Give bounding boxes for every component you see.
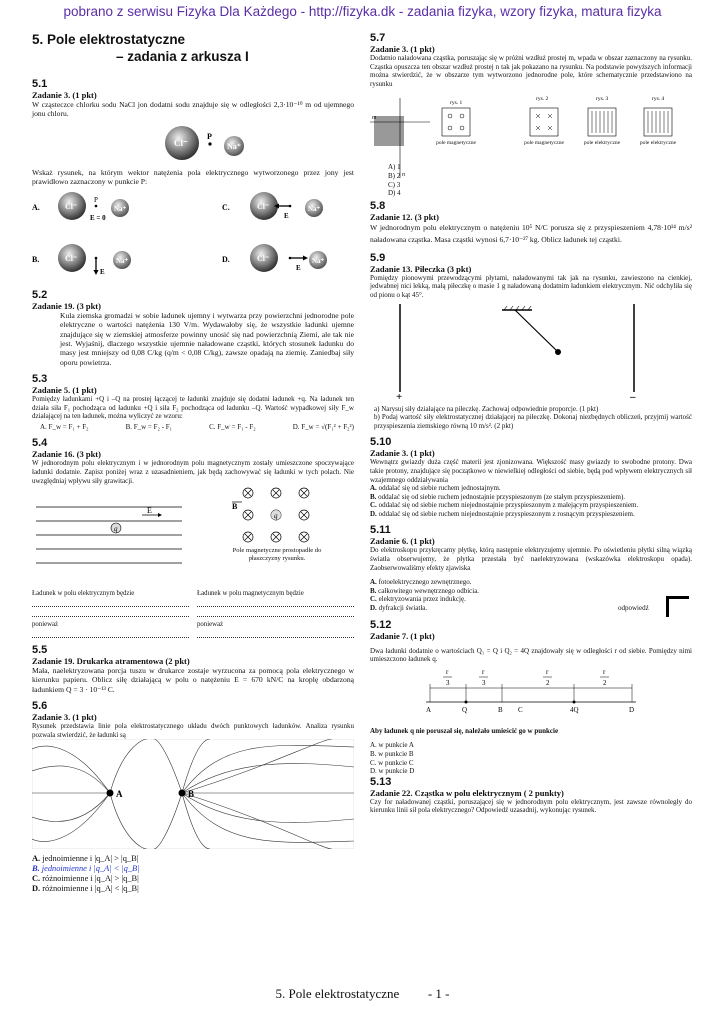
- task-5-12-question: Aby ładunek q nie poruszał się, należało umieścić go w punkcie: [370, 726, 559, 735]
- chapter-subtitle: – zadania z arkusza I: [116, 49, 249, 64]
- svg-text:E: E: [284, 212, 289, 221]
- fields-figure: [32, 485, 354, 585]
- field-lines-figure: [32, 739, 354, 849]
- task-5-12-option-d[interactable]: D. w punkcie D: [370, 767, 415, 776]
- svg-text:q: q: [274, 512, 278, 521]
- task-5-4-header: Zadanie 16. (3 pkt): [32, 449, 101, 460]
- task-5-7-figure: [370, 88, 692, 180]
- task-5-4-answer-area: [32, 590, 354, 638]
- svg-text:q: q: [114, 525, 118, 534]
- task-5-11-option-a[interactable]: A. fotoelektrycznego zewnętrznego.: [370, 578, 472, 587]
- answer-box[interactable]: [666, 596, 689, 617]
- svg-text:Na⁺: Na⁺: [312, 257, 325, 266]
- section-5-1-number: 5.1: [32, 78, 48, 90]
- charge-a-label: A: [116, 789, 123, 800]
- svg-text:rys. 4: rys. 4: [652, 96, 665, 103]
- pendulum-figure: [370, 300, 692, 400]
- task-5-1-text: W cząsteczce chlorku sodu NaCl jon dodatni sodu znajduje się w odległości 2,3·10⁻¹⁰ m od ujemnego jonu chloru.: [32, 100, 354, 119]
- svg-text:rys. 3: rys. 3: [596, 96, 609, 103]
- charge-b-label: B: [188, 789, 195, 800]
- svg-text:E: E: [100, 268, 105, 277]
- electric-answer-box[interactable]: Ładunek w polu elektrycznym będzie ponieważ: [32, 590, 189, 638]
- task-5-6-header: Zadanie 3. (1 pkt): [32, 712, 97, 723]
- task-5-7-option-d[interactable]: D) 4: [388, 189, 401, 198]
- svg-text:C: C: [518, 705, 523, 714]
- svg-text:rys. 2: rys. 2: [536, 96, 549, 103]
- rys-3[interactable]: rys. 3 pole elektryczne: [583, 96, 621, 147]
- plus-sign: +: [396, 390, 403, 400]
- svg-text:E: E: [147, 506, 152, 516]
- section-5-6-number: 5.6: [32, 700, 48, 713]
- task-5-9-question-b: b) Podaj wartość siły elektrostatycznej działającej na piłeczkę. Dokonaj niezbędnych obliczeń, przyjmij wartość przyspieszenia ziemskiego równą 10 m/s². (2 pkt): [374, 413, 692, 430]
- svg-text:r: r: [603, 667, 606, 676]
- svg-text:C.: C.: [222, 203, 230, 213]
- task-5-11-option-b[interactable]: B. całkowitego wewnętrznego odbicia.: [370, 586, 480, 595]
- e-zero-label: E = 0: [90, 214, 106, 223]
- task-5-8-header: Zadanie 12. (3 pkt): [370, 211, 439, 222]
- section-5-10-number: 5.10: [370, 436, 392, 449]
- task-5-6-option-d[interactable]: D. różnoimienne i |q_A| < |q_B|: [32, 884, 139, 894]
- option-d-figure[interactable]: [222, 244, 327, 272]
- magnetic-field-figure: [228, 488, 326, 581]
- task-5-7-option-c[interactable]: C) 3: [388, 180, 401, 189]
- task-5-12-options: [370, 741, 692, 775]
- option-c-figure[interactable]: [222, 192, 323, 220]
- task-5-11-option-d[interactable]: D. dyfrakcji światła.: [370, 604, 428, 613]
- task-5-1-options-figure: [32, 186, 354, 282]
- svg-text:rys. 1: rys. 1: [450, 100, 463, 107]
- section-5-9-number: 5.9: [370, 251, 386, 264]
- section-5-2-number: 5.2: [32, 289, 48, 302]
- svg-text:D: D: [629, 705, 635, 714]
- task-5-12-header: Zadanie 7. (1 pkt): [370, 630, 435, 641]
- rys-1[interactable]: rys. 1 pole magnetyczne: [436, 100, 476, 147]
- svg-text:D.: D.: [222, 255, 230, 265]
- task-5-7-header: Zadanie 3. (1 pkt): [370, 44, 435, 54]
- left-column: [32, 32, 354, 894]
- section-5-13-number: 5.13: [370, 775, 392, 788]
- svg-text:Cl⁻: Cl⁻: [257, 202, 270, 212]
- source-banner[interactable]: pobrano z serwisu Fizyka Dla Każdego - http://fizyka.dk - zadania fizyka, wzory fizyka, matura fizyka: [63, 4, 662, 19]
- svg-text:r: r: [446, 667, 449, 676]
- section-5-11-number: 5.11: [370, 524, 391, 537]
- svg-text:r: r: [482, 667, 485, 676]
- task-5-6-options: [32, 854, 354, 894]
- task-5-3-option-a[interactable]: A. F_w = F₁ + F₂: [40, 422, 89, 431]
- chapter-title: 5. Pole elektrostatyczne: [32, 32, 186, 47]
- task-5-1-header: Zadanie 3. (1 pkt): [32, 90, 97, 100]
- svg-text:B.: B.: [32, 255, 40, 265]
- svg-text:Q: Q: [462, 705, 468, 714]
- na-label: Na⁺: [227, 141, 241, 151]
- task-5-10-option-d[interactable]: D. oddalać się od siebie ruchem niejednostajnie przyspieszonym z rosnącym przyspieszeniem.: [370, 509, 635, 518]
- svg-text:B: B: [498, 705, 503, 714]
- task-5-11-option-c[interactable]: C. elektryzowania przez indukcję.: [370, 595, 466, 604]
- task-5-3-option-b[interactable]: B. F_w = F₂ - F₁: [125, 422, 173, 431]
- svg-text:Na⁺: Na⁺: [116, 257, 129, 266]
- task-5-3-text: Pomiędzy ładunkami +Q i –Q na prostej łączącej te ładunki znajduje się dodatni ładunek +q. Na ładunek ten działa siła F₁ pochodząca od ładunku +Q i siła F₂ pochodząca od ładunku –Q. Wartość wypadkowej siły F_w działającej na ten ładunek, można wyliczyć ze wzoru:: [32, 394, 354, 421]
- task-5-3-option-d[interactable]: D. F_w = √(F₁² + F₂²): [292, 422, 354, 431]
- section-5-5-number: 5.5: [32, 644, 48, 657]
- task-5-8-text: W jednorodnym polu elektrycznym o natężeniu 10⁵ N/C porusza się z przyspieszeniem 4,78·10¹⁴ m/s² naładowana cząstka. Masa cząstki wynosi 6,7·10⁻²⁷ kg. Oblicz ładunek tej cząstki.: [370, 222, 692, 244]
- task-5-3-option-c[interactable]: C. F_w = F₁ - F₂: [209, 422, 256, 431]
- task-5-7-option-a[interactable]: A) 1: [388, 163, 401, 172]
- task-5-5-text: Mała, naelektryzowana porcja tuszu w drukarce zostaje wyrzucona za pomocą pola elektrycznego w kierunku papieru. Oblicz siłę działającą w polu o natężeniu E = 670 kN/C na kroplę obdarzoną ładunkiem Q = 3 · 10⁻¹³ C.: [32, 666, 354, 694]
- option-a-label: A.: [32, 203, 40, 213]
- electric-field-figure: [36, 506, 182, 563]
- section-5-7-number: 5.7: [370, 32, 386, 44]
- task-5-11-text: Do elektroskopu przykręcamy płytkę, którą następnie elektryzujemy ujemnie. Po oświetleniu płytki silną wiązką światła obserwujemy, że płytka przestała być naelektryzowana (wskazówka elektroskopu opada). Zaobserwowaliśmy efekty zjawiska: [370, 546, 692, 572]
- task-5-9-question-a: a) Narysuj siły działające na piłeczkę. Zachowaj odpowiednie proporcje. (1 pkt): [374, 404, 599, 413]
- task-5-11-header: Zadanie 6. (1 pkt): [370, 536, 435, 547]
- magnetic-answer-box[interactable]: Ładunek w polu magnetycznym będzie ponieważ: [197, 590, 354, 638]
- svg-text:E: E: [296, 264, 301, 273]
- footer-chapter: 5. Pole elektrostatyczne: [275, 986, 400, 1001]
- task-5-1-question: Wskaż rysunek, na którym wektor natężenia pola elektrycznego wytworzonego przez jony jest prawidłowo zaznaczony w punkcie P:: [32, 167, 354, 186]
- task-5-10-header: Zadanie 3. (1 pkt): [370, 448, 435, 459]
- answer-label: odpowiedź: [618, 604, 649, 613]
- svg-text:Na⁺: Na⁺: [308, 205, 321, 214]
- svg-text:Na⁺: Na⁺: [114, 205, 127, 214]
- magnetic-field-caption: Pole magnetyczne prostopadłe do płaszczyzny rysunku.: [232, 547, 322, 562]
- nacl-ions-figure: [32, 119, 354, 163]
- svg-text:4Q: 4Q: [570, 705, 579, 714]
- task-5-2-header: Zadanie 19. (3 pkt): [32, 301, 101, 312]
- task-5-10-option-a[interactable]: A. oddalać się od siebie ruchem jednostajnym.: [370, 484, 501, 493]
- task-5-9-text: Pomiędzy pionowymi przewodzącymi płytami, naładowanymi tak jak na rysunku, zawieszono na cienkiej, jedwabnej nici lekką, małą piłeczkę o masie 1 g naładowaną dodatnim ładunkiem elektrycznym. Nić odchyliła się od pionu o kąt 45°.: [370, 273, 692, 299]
- task-5-10-options: [370, 484, 692, 518]
- task-5-6-option-a[interactable]: A. jednoimienne i |q_A| > |q_B|: [32, 854, 139, 864]
- svg-text:P: P: [94, 196, 98, 205]
- svg-text:A: A: [426, 705, 432, 714]
- task-5-7-option-b[interactable]: B) 2: [388, 171, 401, 180]
- point-p: [208, 142, 211, 145]
- svg-text:m: m: [372, 115, 377, 122]
- page-number: - 1 -: [427, 986, 450, 1001]
- task-5-3-header: Zadanie 5. (1 pkt): [32, 384, 97, 395]
- task-5-10-text: Wewnątrz gwiazdy duża część materii jest zjonizowana. Większość masy gwiazdy to swobodne protony. Dwa takie protony, znajdujące się początkowo w niewielkiej odległości od siebie, będą pod wpływem elektrycznych sił wzajemnego oddziaływania: [370, 458, 692, 484]
- task-5-12-option-b[interactable]: B. w punkcie B: [370, 750, 414, 758]
- task-5-10-option-b[interactable]: B. oddalać się od siebie ruchem jednostajnie przyspieszonym (ze stałym przyspieszeniem).: [370, 492, 626, 501]
- svg-text:Cl⁻: Cl⁻: [65, 202, 78, 212]
- task-5-9-header: Zadanie 13. Piłeczka (3 pkt): [370, 263, 472, 274]
- svg-text:3: 3: [446, 678, 450, 687]
- svg-text:B: B: [232, 502, 238, 512]
- task-5-3-options: [32, 423, 354, 432]
- svg-text:2: 2: [603, 678, 607, 687]
- task-5-6-text: Rysunek przedstawia linie pola elektrostatycznego układu dwóch punktowych ładunków. Analiza rysunku pozwala stwierdzić, że ładunki są: [32, 722, 354, 739]
- svg-text:Cl⁻: Cl⁻: [65, 254, 78, 264]
- section-5-8-number: 5.8: [370, 199, 386, 212]
- option-b-figure[interactable]: [32, 244, 131, 276]
- task-5-12-option-c[interactable]: C. w punkcie C: [370, 758, 414, 767]
- cl-label: Cl⁻: [174, 137, 188, 148]
- page-footer: [0, 986, 725, 1002]
- svg-text:3: 3: [482, 678, 486, 687]
- task-5-12-text: Dwa ładunki dodatnie o wartościach Q₁ = Q i Q₂ = 4Q znajdowały się w odległości r od siebie. Pomiędzy nimi umieszczono ładunek q.: [370, 646, 692, 664]
- task-5-2-text: Kula ziemska gromadzi w sobie ładunek ujemny i wytwarza przy powierzchni jednorodne pole elektryczne o wartości natężenia 130 V/m. Wydawałoby się, że wszystkie ładunki ujemne znajdujące się w ziemskiej atmosferze powinny unosić się nad powierzchnią Ziemi, ale tak nie jest. Wyjaśnij, dlaczego wszystkie ujemnie naładowane cząstki, których stosunek ładunku do masy jest mniejszy od 0,08 C/kg (q/m < 0,08 C/kg), zawsze opadają na ziemię. Zaniedbaj siły oporu powietrza.: [60, 311, 354, 367]
- task-5-4-text: W jednorodnym polu elektrycznym i w jednorodnym polu magnetycznym zostały umieszczone spoczywające ładunki dodatnie. Zapisz poniżej wraz z uzasadnieniem, jak będą zachowywać się ładunki w tych polach. Nie uwzględniaj wpływu siły grawitacji.: [32, 459, 354, 485]
- section-5-12-number: 5.12: [370, 618, 392, 631]
- task-5-5-header: Zadanie 19. Drukarka atramentowa (2 pkt): [32, 656, 190, 667]
- point-p-label: P: [207, 131, 212, 141]
- task-5-13-text: Czy for naładowanej cząstki, poruszającej się w jednorodnym polu elektrycznym, jest zawsze równoległy do kierunku linii sił pola elektrycznego? Odpowiedź uzasadnij, wykonując rysunek.: [370, 797, 692, 815]
- task-5-6-option-c[interactable]: C. różnoimienne i |q_A| > |q_B|: [32, 874, 139, 884]
- task-5-12-option-a[interactable]: A. w punkcie A: [370, 741, 414, 750]
- right-column: [370, 32, 692, 815]
- option-a-figure[interactable]: [32, 192, 129, 222]
- svg-text:2: 2: [546, 678, 550, 687]
- task-5-7-text: Dodatnio naładowana cząstka, poruszając się w próżni wzdłuż prostej m, wpada w obszar zaznaczony na rysunku. Cząstka opuszcza ten obszar wzdłuż prostej n tak jak pokazano na rysunku. Na podstawie powyższych informacji można stwierdzić, że w obszarze tym wytworzono jednorodne pole, które schematycznie przedstawiono na rysunku: [370, 54, 692, 88]
- svg-text:r: r: [546, 667, 549, 676]
- task-5-13-header: Zadanie 22. Cząstka w polu elektrycznym ( 2 punkty): [370, 787, 564, 798]
- rys-4[interactable]: rys. 4 pole elektryczne: [639, 96, 677, 147]
- section-5-3-number: 5.3: [32, 372, 48, 385]
- minus-sign: –: [630, 390, 636, 400]
- section-5-4-number: 5.4: [32, 437, 48, 450]
- rys-2[interactable]: rys. 2 pole magnetyczne: [524, 96, 564, 147]
- svg-text:Cl⁻: Cl⁻: [257, 254, 270, 264]
- task-5-6-option-b[interactable]: B. jednoimienne i |q_A| < |q_B|: [32, 864, 140, 874]
- charges-line-figure: [370, 664, 692, 720]
- svg-text:n: n: [402, 172, 405, 179]
- task-5-10-option-c[interactable]: C. oddalać się od siebie ruchem niejednostajnie przyspieszonym z malejącym przyspieszeniem.: [370, 501, 639, 510]
- task-5-11-options-wrap: [370, 578, 692, 612]
